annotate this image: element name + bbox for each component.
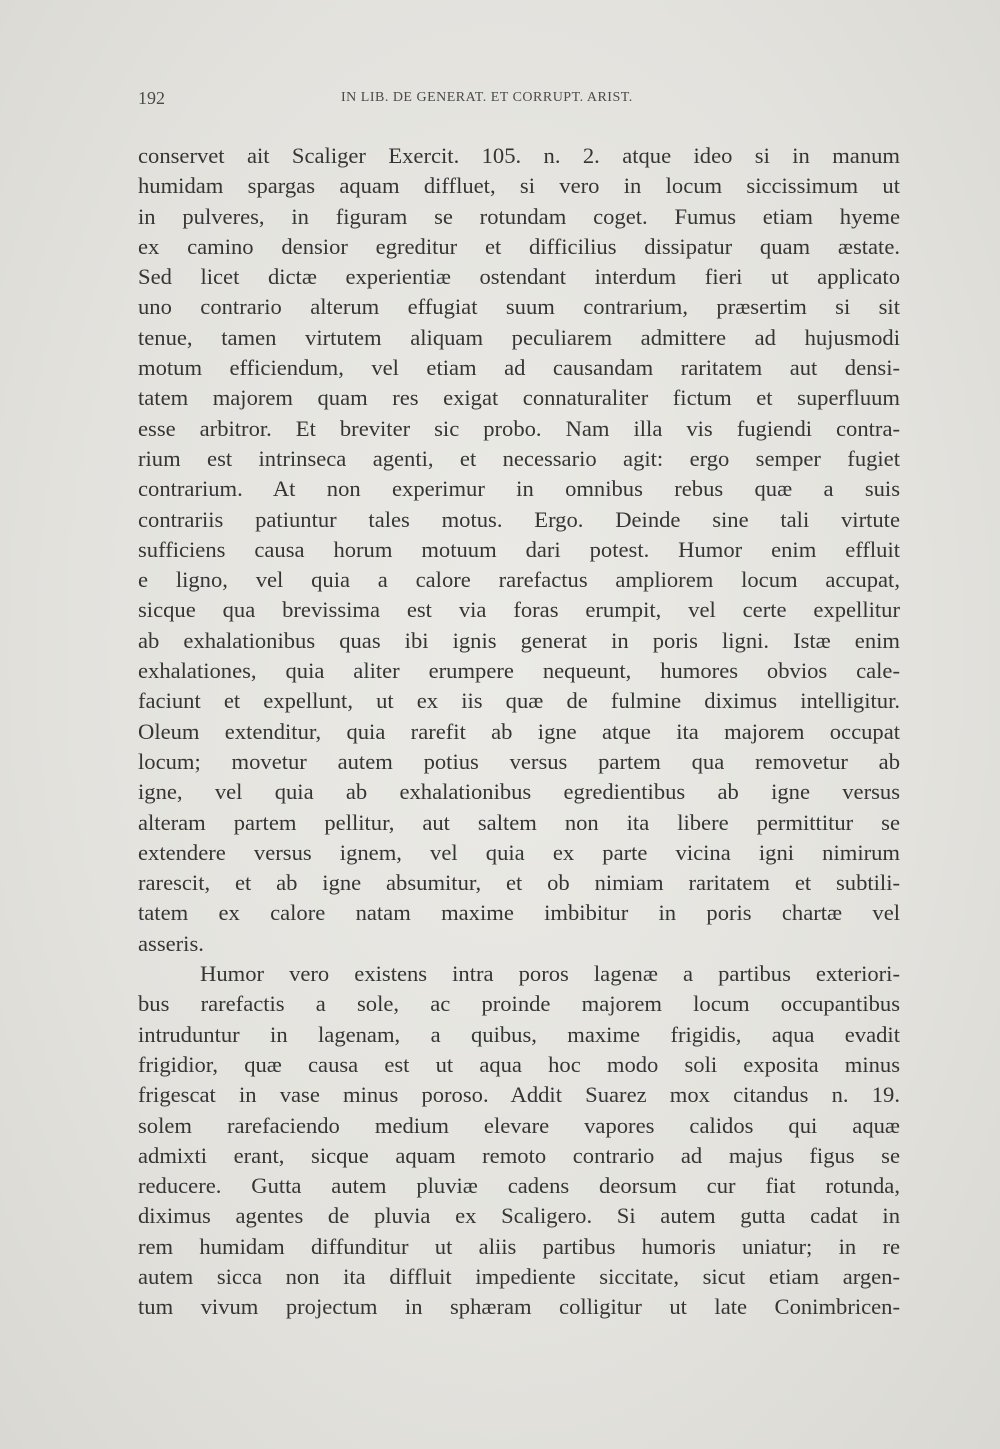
text-line: sicque qua brevissima est via foras erumpit, vel certe expellitur: [138, 597, 900, 623]
text-line: reducere. Gutta autem pluviæ cadens deorsum cur fiat rotunda,: [138, 1173, 900, 1199]
text-line: tenue, tamen virtutem aliquam peculiarem admittere ad hujusmodi: [138, 324, 900, 350]
text-line: frigidior, quæ causa est ut aqua hoc modo soli exposita minus: [138, 1051, 900, 1077]
text-line: intruduntur in lagenam, a quibus, maxime frigidis, aqua evadit: [138, 1021, 900, 1047]
text-line: conservet ait Scaliger Exercit. 105. n. 2. atque ideo si in manum: [138, 143, 900, 168]
paragraph-1: [138, 141, 900, 959]
text-line: exhalationes, quia aliter erumpere nequeunt, humores obvios cale-: [138, 658, 900, 684]
text-line: extendere versus ignem, vel quia ex parte vicina igni nimirum: [138, 839, 900, 865]
text-line: ab exhalationibus quas ibi ignis generat in poris ligni. Istæ enim: [138, 627, 900, 653]
text-line: alteram partem pellitur, aut saltem non ita libere permittitur se: [138, 809, 900, 835]
text-line: in pulveres, in figuram se rotundam coget. Fumus etiam hyeme: [138, 203, 900, 229]
text-line: faciunt et expellunt, ut ex iis quæ de fulmine diximus intelligitur.: [138, 688, 900, 714]
text-line: bus rarefactis a sole, ac proinde majorem locum occupantibus: [138, 991, 900, 1017]
text-line: sufficiens causa horum motuum dari potest. Humor enim effluit: [138, 536, 900, 562]
text-line: rium est intrinseca agenti, et necessario agit: ergo semper fugiet: [138, 445, 900, 471]
text-line: solem rarefaciendo medium elevare vapores calidos qui aquæ: [138, 1112, 900, 1138]
text-line: e ligno, vel quia a calore rarefactus ampliorem locum accupat,: [138, 567, 900, 593]
text-line: admixti erant, sicque aquam remoto contrario ad majus figus se: [138, 1142, 900, 1168]
text-line: rem humidam diffunditur ut aliis partibus humoris uniatur; in re: [138, 1233, 900, 1259]
paragraph-2: [138, 959, 900, 1323]
body-text: [138, 141, 900, 1323]
page-header: [138, 88, 904, 112]
text-line: frigescat in vase minus poroso. Addit Suarez mox citandus n. 19.: [138, 1082, 900, 1108]
text-line: locum; movetur autem potius versus partem qua removetur ab: [138, 748, 900, 774]
text-line: humidam spargas aquam diffluet, si vero in locum siccissimum ut: [138, 173, 900, 199]
text-line: autem sicca non ita diffluit impediente siccitate, sicut etiam argen-: [138, 1263, 900, 1289]
text-line: tatem ex calore natam maxime imbibitur in poris chartæ vel: [138, 900, 900, 926]
text-line: tatem majorem quam res exigat connaturaliter fictum et superfluum: [138, 385, 900, 411]
text-line: Humor vero existens intra poros lagenæ a partibus exteriori-: [200, 961, 900, 987]
text-line: Sed licet dictæ experientiæ ostendant interdum fieri ut applicato: [138, 264, 900, 290]
text-line: igne, vel quia ab exhalationibus egredientibus ab igne versus: [138, 779, 900, 805]
text-line: contrariis patiuntur tales motus. Ergo. Deinde sine tali virtute: [138, 506, 900, 532]
text-line: contrarium. At non experimur in omnibus rebus quæ a suis: [138, 476, 900, 502]
text-line: tum vivum projectum in sphæram colligitur ut late Conimbricen-: [138, 1294, 900, 1320]
text-line: uno contrario alterum effugiat suum contrarium, præsertim si sit: [138, 294, 900, 320]
text-line: motum efficiendum, vel etiam ad causandam raritatem aut densi-: [138, 355, 900, 381]
text-line: Oleum extenditur, quia rarefit ab igne atque ita majorem occupat: [138, 718, 900, 744]
text-line: asseris.: [138, 930, 204, 956]
text-line: esse arbitror. Et breviter sic probo. Nam illa vis fugiendi contra-: [138, 415, 900, 441]
text-line: ex camino densior egreditur et difficilius dissipatur quam æstate.: [138, 233, 900, 259]
page-number: 192: [138, 88, 165, 108]
text-line: rarescit, et ab igne absumitur, et ob nimiam raritatem et subtili-: [138, 870, 900, 896]
text-line: diximus agentes de pluvia ex Scaligero. Si autem gutta cadat in: [138, 1203, 900, 1229]
running-title: IN LIB. DE GENERAT. ET CORRUPT. ARIST.: [341, 90, 633, 105]
